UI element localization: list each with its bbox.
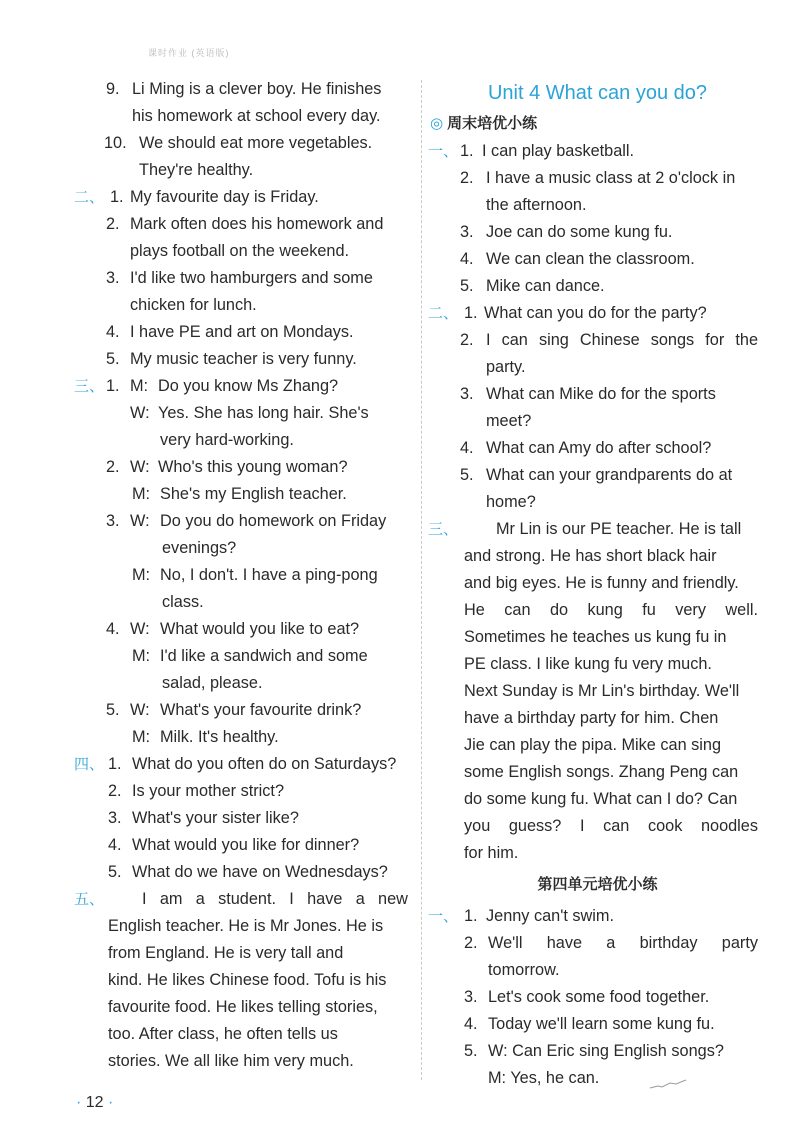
right-s2-item4: 4. What can Amy do after school? [460, 439, 712, 457]
right-s1-item4: 4. We can clean the classroom. [460, 250, 695, 268]
section-label: 四、 [74, 756, 105, 773]
right-s1-item5: 5. Mike can dance. [460, 277, 605, 295]
section-label: 三、 [428, 521, 459, 538]
circle-mark-icon: ◎ [430, 115, 444, 132]
section-label: 三、 [74, 378, 105, 395]
left-s3-item2: 2. W: Who's this young woman? [106, 458, 348, 476]
left-s2-item4: 4. I have PE and art on Mondays. [106, 323, 354, 341]
section-label: 一、 [428, 143, 459, 160]
left-s3-item3: 3. W: Do you do homework on Friday [106, 512, 387, 530]
right-s1-item3: 3. Joe can do some kung fu. [460, 223, 673, 241]
running-header: 课时作业 (英语版) [148, 48, 230, 58]
unit-practice-heading: 第四单元培优小练 [537, 876, 658, 893]
right-u1-item1: 一、 1. Jenny can't swim. [430, 903, 765, 930]
right-column: Unit 4 What can you do? ◎ 周末培优小练 一、 1. I can play basketball. 2. I have a music class at 2 o'clock in the afternoon. 3. Joe can do some kung fu. 4. We can clean the classroom. 5. Mike can dance. 二、 1. What can you do for the party? 2. I can sing Chinese songs for the party. 3. What can Mike do for the sports meet? 4. What can Amy do after school? 5. What can your grandparents do at home? 三、 Mr Lin is our PE teacher. He is tall and strong. He has short black hair and big eyes. He is funny and friendly. He can do kung fu very well. Sometimes he teaches us kung fu in PE class. I like kung fu very much. Next Sunday is Mr Lin's birthday. We'll have a birthday party for him. Chen Jie can play the pipa. Mike can sing some English songs. Zhang Peng can do some kung fu. What can I do? Can you guess? I can cook noodles for him. 第四单元培优小练 一、 1. Jenny can't swim. 2. We'll have a birthday party tomorrow. 3. Let's cook some food together. 4. Today we'll learn some kung fu. 5. W: Can Eric sing English songs? M: Yes, he can. [430, 76, 765, 1092]
left-column: 9. Li Ming is a clever boy. He finishes his homework at school every day. 10. We should eat more vegetables. They're healthy. 二、 1. My favourite day is Friday. 2. Mark often does his homework and plays football on the weekend. 3. I'd like two hamburgers and some chicken for lunch. 4. I have PE and art on Mondays. 5. My music teacher is very funny. 三、 1. M: Do you know Ms Zhang? W: Yes. She has long hair. She's very hard-working. 2. W: Who's this young woman? M: She's my English teacher. 3. W: Do you do homework on Friday evenings? M: No, I don't. I have a ping-pong class. 4. W: What would you like to eat? M: I'd like a sandwich and some salad, please. 5. W: What's your favourite drink? M: Milk. It's healthy. 四、 1. What do you often do on Saturdays? 2. Is your mother strict? 3. What's your sister like? 4. What would you like for dinner? 5. What do we have on Wednesdays? 五、 I am a student. I have a new English teacher. He is Mr Jones. He is from England. He is very tall and kind. He likes Chinese food. Tofu is his favourite food. He likes telling stories, too. After class, he often tells us stories. We all like him very much. [68, 76, 413, 1075]
unit-title: Unit 4 What can you do? [487, 82, 707, 104]
left-s3-item4: 4. W: What would you like to eat? [106, 620, 360, 638]
left-s2-item2: 2. Mark often does his homework and [106, 215, 384, 233]
section-label: 二、 [74, 189, 105, 206]
weekly-practice-heading: ◎ 周末培优小练 [430, 115, 538, 132]
left-s2-item3: 3. I'd like two hamburgers and some [106, 269, 373, 287]
section-label: 一、 [428, 908, 459, 925]
right-s1-item2: 2. I have a music class at 2 o'clock in [460, 169, 736, 187]
left-s2-item1: 二、 1. My favourite day is Friday. [68, 184, 413, 211]
column-divider [421, 80, 422, 1080]
left-s2-item5: 5. My music teacher is very funny. [106, 350, 357, 368]
left-q9: 9. Li Ming is a clever boy. He finishes [106, 80, 382, 98]
left-s3-item1: 三、 1. M: Do you know Ms Zhang? [68, 373, 413, 400]
right-s2-item3: 3. What can Mike do for the sports [460, 385, 716, 403]
right-s3-line1: 三、 Mr Lin is our PE teacher. He is tall [430, 516, 765, 543]
left-s4-item3: 3. What's your sister like? [108, 809, 299, 827]
left-s5-line1: 五、 I am a student. I have a new [68, 886, 413, 913]
right-s2-item5: 5. What can your grandparents do at [460, 466, 733, 484]
section-label: 五、 [74, 891, 105, 908]
dot-icon: · [108, 1094, 114, 1111]
page-number: · 12 · [76, 1094, 114, 1111]
right-u1-item5: 5. W: Can Eric sing English songs? [464, 1042, 724, 1060]
section-label: 二、 [428, 305, 459, 322]
right-s1-item1: 一、 1. I can play basketball. [430, 138, 765, 165]
right-u1-item4: 4. Today we'll learn some kung fu. [464, 1015, 715, 1033]
right-s2-item2: 2. I can sing Chinese songs for the [460, 331, 758, 349]
pencil-scribble-icon [648, 1078, 688, 1090]
left-s4-item4: 4. What would you like for dinner? [108, 836, 360, 854]
left-s4-item5: 5. What do we have on Wednesdays? [108, 863, 388, 881]
dot-icon: · [76, 1094, 82, 1111]
right-s2-item1: 二、 1. What can you do for the party? [430, 300, 765, 327]
left-s3-item5: 5. W: What's your favourite drink? [106, 701, 362, 719]
right-u1-item2: 2. We'll have a birthday party [464, 934, 758, 952]
left-s4-item1: 四、 1. What do you often do on Saturdays? [68, 751, 413, 778]
left-s4-item2: 2. Is your mother strict? [108, 782, 285, 800]
left-q10: 10. We should eat more vegetables. [104, 134, 373, 152]
right-u1-item3: 3. Let's cook some food together. [464, 988, 710, 1006]
